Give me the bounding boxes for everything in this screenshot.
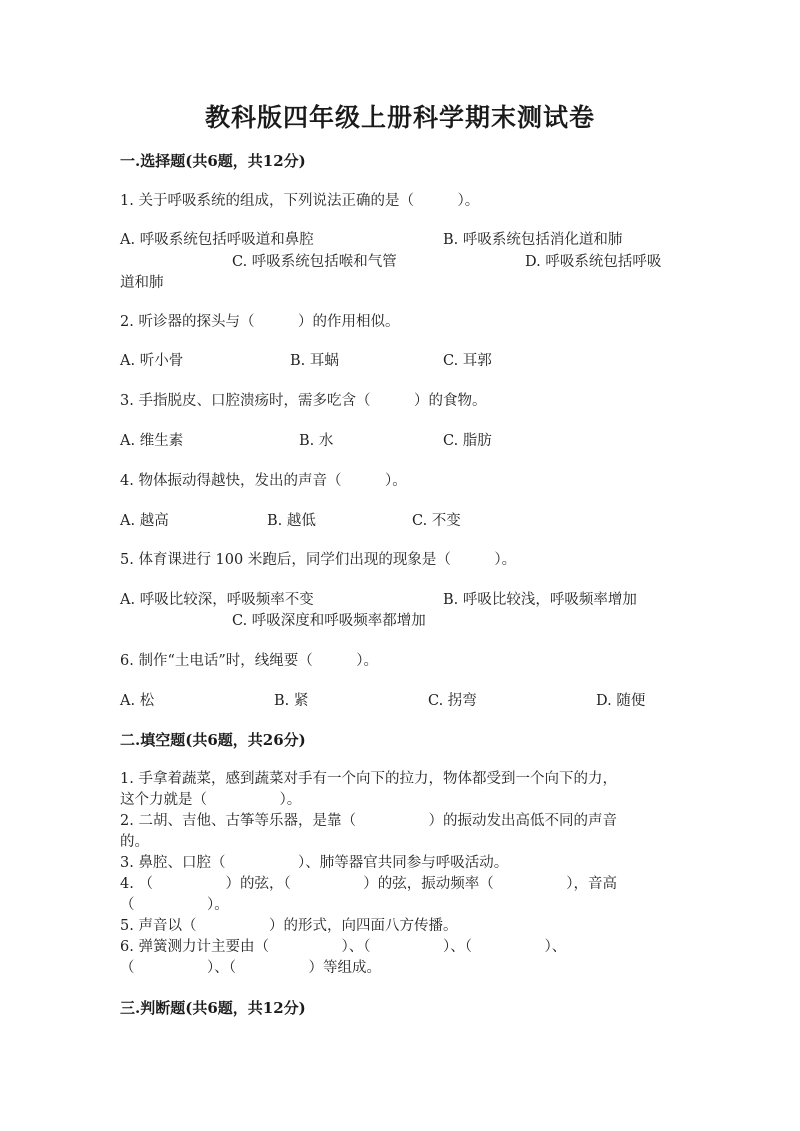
question-1-option-b: B. 呼吸系统包括消化道和肺: [443, 232, 623, 248]
section-heading-judge: 三.判断题(共6题，共12分): [120, 999, 306, 1017]
fill-line-5: 3. 鼻腔、口腔（ ）、肺等器官共同参与呼吸活动。: [120, 855, 509, 871]
question-4-option-b: B. 越低: [267, 513, 316, 529]
question-5-option-b: B. 呼吸比较浅，呼吸频率增加: [443, 592, 637, 608]
fill-line-10: （ ）、（ ）等组成。: [120, 960, 381, 976]
question-1-option-d-continued: 道和肺: [120, 275, 164, 291]
question-3-option-a: A. 维生素: [120, 433, 184, 449]
question-6-option-a: A. 松: [120, 693, 155, 709]
question-5-option-c: C. 呼吸深度和呼吸频率都增加: [232, 613, 426, 629]
section-heading-choice: 一.选择题(共6题，共12分): [120, 152, 306, 170]
question-1-option-a: A. 呼吸系统包括呼吸道和鼻腔: [120, 232, 314, 248]
question-4-option-c: C. 不变: [412, 513, 461, 529]
question-3-option-b: B. 水: [299, 433, 334, 449]
question-2-option-a: A. 听小骨: [120, 353, 184, 369]
question-6-option-c: C. 拐弯: [428, 693, 477, 709]
question-2-option-c: C. 耳郭: [443, 353, 492, 369]
question-4-stem: 4. 物体振动得越快，发出的声音（ ）。: [120, 473, 407, 489]
question-2-option-b: B. 耳蜗: [290, 353, 339, 369]
question-6-option-d: D. 随便: [596, 693, 646, 709]
question-5-option-a: A. 呼吸比较深，呼吸频率不变: [120, 592, 314, 608]
exam-title: 教科版四年级上册科学期末测试卷: [204, 103, 595, 132]
fill-line-1: 1. 手拿着蔬菜，感到蔬菜对手有一个向下的拉力，物体都受到一个向下的力，: [120, 771, 617, 787]
question-1-option-c: C. 呼吸系统包括喉和气管: [232, 254, 397, 270]
fill-line-6: 4. （ ）的弦，（ ）的弦，振动频率（ ），音高: [120, 876, 617, 892]
section-heading-fill: 二.填空题(共6题，共26分): [120, 731, 306, 749]
question-1-option-d: D. 呼吸系统包括呼吸: [525, 254, 662, 270]
question-2-stem: 2. 听诊器的探头与（ ）的作用相似。: [120, 314, 400, 330]
question-1-stem: 1. 关于呼吸系统的组成，下列说法正确的是（ ）。: [120, 193, 480, 209]
question-3-stem: 3. 手指脱皮、口腔溃疡时，需多吃含（ ）的食物。: [120, 393, 487, 409]
fill-line-8: 5. 声音以（ ）的形式，向四面八方传播。: [120, 918, 458, 934]
question-4-option-a: A. 越高: [120, 513, 169, 529]
fill-line-4: 的。: [120, 834, 149, 850]
fill-line-2: 这个力就是（ ）。: [120, 792, 302, 808]
fill-line-9: 6. 弹簧测力计主要由（ ）、（ ）、（ ）、: [120, 939, 567, 955]
fill-line-7: （ ）。: [120, 897, 229, 913]
question-6-option-b: B. 紧: [274, 693, 309, 709]
fill-line-3: 2. 二胡、吉他、古筝等乐器，是靠（ ）的振动发出高低不同的声音: [120, 813, 617, 829]
question-5-stem: 5. 体育课进行 100 米跑后，同学们出现的现象是（ ）。: [120, 552, 517, 568]
question-6-stem: 6. 制作“土电话”时，线绳要（ ）。: [120, 653, 379, 669]
question-3-option-c: C. 脂肪: [443, 433, 492, 449]
